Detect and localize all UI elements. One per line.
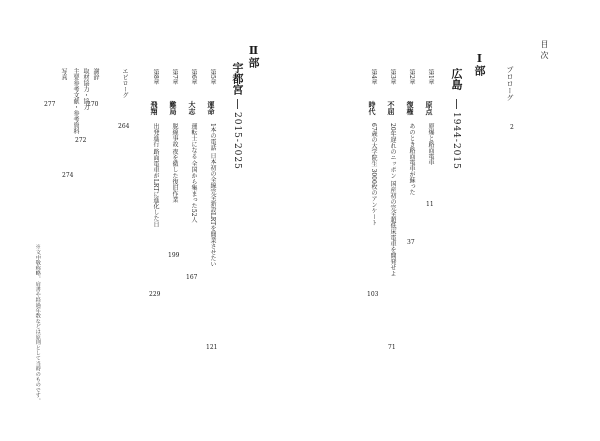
chapter-subtitle: あのとき路面電車が蘇った: [408, 123, 415, 195]
chapter-page: 229: [149, 291, 161, 298]
chapter-subtitle: 原爆と路面電車: [427, 123, 434, 165]
chapter-subtitle: 出発進行 路面電車がLRTに進化した日: [152, 123, 159, 228]
part2-years: 2015-2025: [232, 112, 242, 170]
backmatter-label: 謝辞: [92, 68, 99, 80]
part1-title: 広島: [450, 68, 463, 90]
backmatter-page: 277: [44, 101, 56, 108]
chapter-number: 第8章: [152, 69, 159, 85]
chapter-heading: 大志: [188, 101, 197, 115]
backmatter-page: 264: [118, 123, 130, 130]
part1-label: Ⅰ部: [473, 52, 486, 76]
part2-rule: [237, 99, 238, 109]
backmatter-page: 274: [62, 172, 74, 179]
chapter-subtitle: 67歳の大学院生 3000枚のアンケート: [370, 123, 377, 226]
part1-years: 1944-2015: [451, 112, 461, 170]
backmatter-label: 写真: [60, 68, 67, 80]
chapter-number: 第5章: [209, 69, 216, 85]
chapter-number: 第6章: [190, 69, 197, 85]
chapter-number: 第2章: [408, 69, 415, 85]
chapter-heading: 時代: [368, 101, 377, 115]
backmatter-page: 270: [87, 101, 99, 108]
chapter-page: 103: [367, 291, 379, 298]
chapter-number: 第3章: [389, 69, 396, 85]
chapter-page: 121: [206, 344, 218, 351]
chapter-heading: 難局: [169, 101, 178, 115]
chapter-number: 第4章: [370, 69, 377, 85]
part1-rule: [456, 99, 457, 109]
chapter-page: 71: [388, 344, 396, 351]
part2-label: Ⅱ部: [247, 44, 260, 68]
chapter-subtitle: 運転士になる 全国から集まった52人: [190, 123, 197, 223]
part2-title: 宇都宮: [231, 62, 244, 95]
chapter-heading: 飛翔: [150, 101, 159, 115]
backmatter-label: 取材協力・協力: [82, 68, 89, 110]
prologue-label[interactable]: プロローグ: [506, 66, 514, 101]
chapter-number: 第7章: [171, 69, 178, 85]
prologue-page: 2: [510, 124, 514, 131]
chapter-subtitle: 脱線事故 夜を徹した復旧作業: [171, 123, 178, 203]
backmatter-label: 主要参考文献・参考資料: [72, 68, 79, 134]
chapter-heading: 復権: [406, 101, 415, 115]
chapter-heading: 運命: [207, 101, 216, 115]
chapter-subtitle: 20年遅れのニッポン 国産初の完全超低床電車を開発せよ: [389, 123, 396, 277]
chapter-page: 199: [168, 252, 180, 259]
chapter-heading: 原点: [425, 101, 434, 115]
chapter-page: 37: [407, 239, 415, 246]
chapter-subtitle: 1本の電話 日本初の全線完全新設LRTを開業させたい: [209, 123, 216, 268]
footnote: ※文中敬称略。肩書や経過年数などは原則として当時のものです。: [34, 244, 41, 403]
backmatter-page: 272: [75, 137, 87, 144]
chapter-page: 11: [426, 201, 434, 208]
chapter-heading: 不屈: [387, 101, 396, 115]
chapter-number: 第1章: [427, 69, 434, 85]
toc-title: 目次: [540, 40, 549, 62]
backmatter-label: エピローグ: [121, 68, 128, 98]
chapter-page: 167: [186, 274, 198, 281]
